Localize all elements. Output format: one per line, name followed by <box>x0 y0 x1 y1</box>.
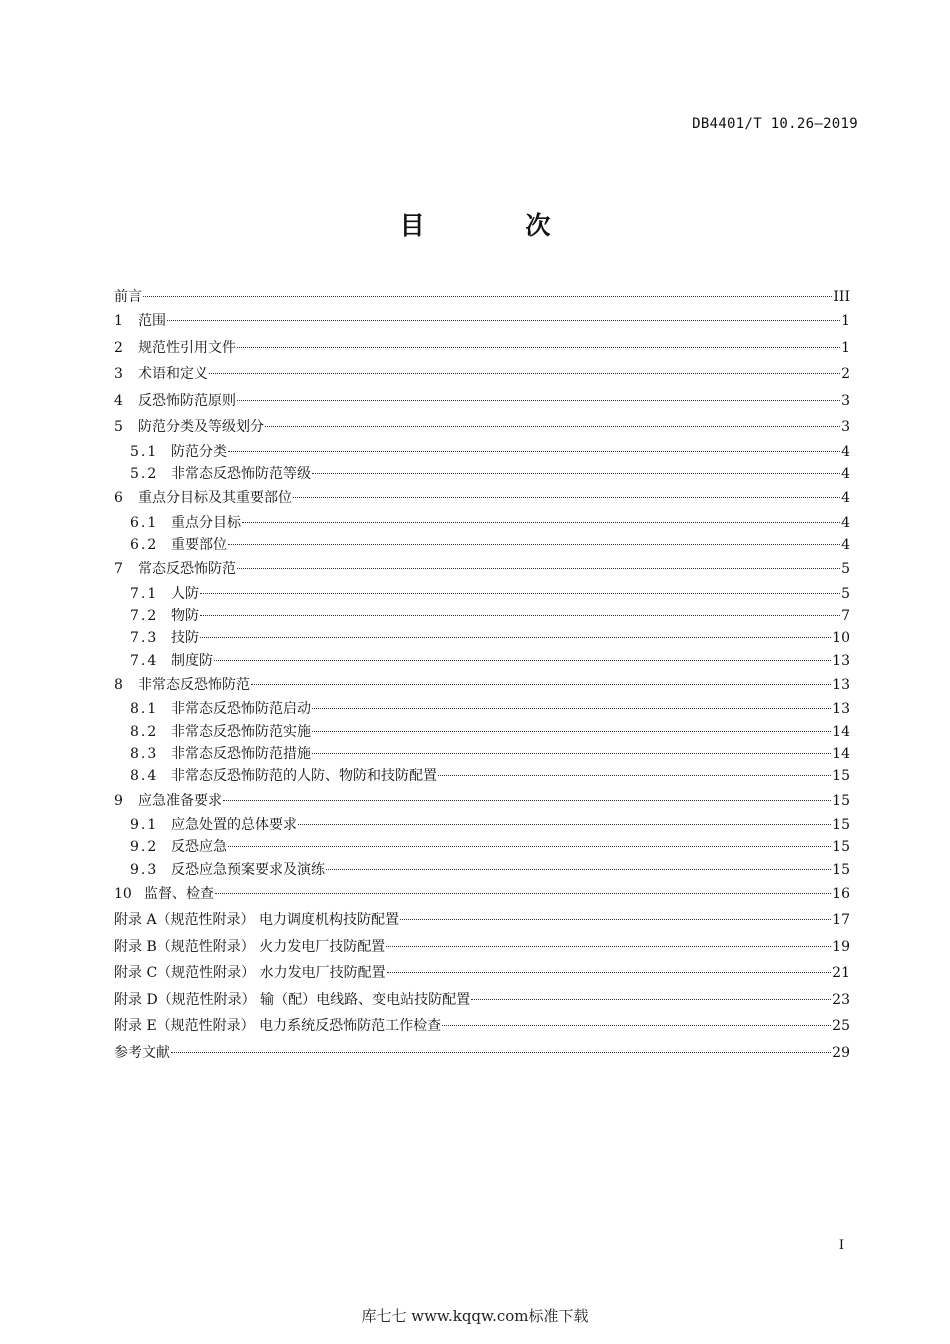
toc-entry-page: 13 <box>832 652 850 669</box>
toc-entry[interactable] <box>114 987 850 1014</box>
toc-dot-leader <box>326 869 831 870</box>
toc-entry-page: 29 <box>832 1044 850 1061</box>
toc-entry-page: 1 <box>841 339 850 356</box>
toc-dot-leader <box>223 800 831 801</box>
toc-dot-leader <box>214 660 831 661</box>
toc-entry-label: 非常态反恐怖防范启动 <box>171 701 311 718</box>
toc-entry[interactable] <box>114 1040 850 1067</box>
toc-entry-page: 16 <box>832 885 850 902</box>
toc-entry-number: 9.3 <box>130 861 159 878</box>
toc-entry-page: 21 <box>832 965 850 982</box>
toc-entry-number: 4 <box>114 392 123 409</box>
toc-entry-number: 8.4 <box>130 768 159 785</box>
toc-entry-page: 4 <box>841 490 850 507</box>
toc-dot-leader <box>200 593 840 594</box>
toc-entry-page: 4 <box>841 514 850 531</box>
toc-entry-number: 5.1 <box>130 443 159 460</box>
toc-entry-page: 13 <box>832 676 850 693</box>
toc-entry[interactable] <box>114 286 850 308</box>
toc-entry-label: 常态反恐怖防范 <box>138 561 236 578</box>
toc-entry-label: 重点分目标 <box>171 514 241 531</box>
toc-entry-label: 非常态反恐怖防范的人防、物防和技防配置 <box>171 768 437 785</box>
toc-entry-number: 7.4 <box>130 652 159 669</box>
toc-entry-label: 范围 <box>138 313 166 329</box>
toc-entry[interactable] <box>114 463 850 485</box>
toc-entry-page: 13 <box>832 701 850 718</box>
toc-entry-number: 3 <box>114 366 123 382</box>
toc-entry-label: 附录 B（规范性附录） 火力发电厂技防配置 <box>114 938 386 955</box>
toc-entry-label: 参考文献 <box>114 1044 170 1061</box>
toc-dot-leader <box>200 637 831 638</box>
toc-entry-label: 反恐应急 <box>171 839 227 856</box>
toc-entry[interactable] <box>114 960 850 987</box>
toc-dot-leader <box>312 731 831 732</box>
toc-entry-page: 23 <box>832 991 850 1008</box>
toc-dot-leader <box>442 1025 831 1026</box>
toc-entry-label: 非常态反恐怖防范实施 <box>171 723 311 740</box>
toc-entry-page: 1 <box>841 313 850 329</box>
toc-dot-leader <box>171 1052 831 1053</box>
toc-entry-page: 19 <box>832 938 850 955</box>
toc-entry-number: 9 <box>114 792 123 809</box>
toc-entry-number: 9.1 <box>130 817 159 834</box>
toc-entry[interactable] <box>114 534 850 556</box>
toc-dot-leader <box>215 893 831 894</box>
toc-entry-number: 6.1 <box>130 514 159 531</box>
toc-dot-leader <box>293 497 840 498</box>
toc-entry-page: 14 <box>832 723 850 740</box>
toc-entry-label: 术语和定义 <box>138 366 208 382</box>
toc-entry-page: 5 <box>841 561 850 578</box>
toc-dot-leader <box>237 400 840 401</box>
toc-entry[interactable] <box>114 743 850 765</box>
toc-entry-number: 7.1 <box>130 585 159 602</box>
toc-entry[interactable] <box>114 335 850 362</box>
toc-entry-number: 8.3 <box>130 745 159 762</box>
toc-dot-leader <box>386 946 831 947</box>
toc-entry[interactable] <box>114 512 850 534</box>
toc-entry-page: 4 <box>841 443 850 460</box>
toc-dot-leader <box>251 684 831 685</box>
toc-entry-label: 技防 <box>171 630 199 647</box>
toc-dot-leader <box>167 320 840 321</box>
toc-entry-number: 7 <box>114 561 123 578</box>
toc-entry[interactable] <box>114 583 850 605</box>
toc-entry-page: 4 <box>841 536 850 553</box>
toc-dot-leader <box>200 615 840 616</box>
toc-entry[interactable] <box>114 672 850 699</box>
toc-entry-number: 1 <box>114 313 123 329</box>
toc-entry[interactable] <box>114 556 850 583</box>
table-of-contents <box>114 286 850 1066</box>
toc-entry-page: 15 <box>832 817 850 834</box>
toc-entry-label: 物防 <box>171 607 199 624</box>
toc-entry-page: 2 <box>841 366 850 382</box>
toc-entry[interactable] <box>114 765 850 787</box>
toc-dot-leader <box>143 296 832 297</box>
toc-entry-number: 8 <box>114 676 123 693</box>
toc-entry[interactable] <box>114 605 850 627</box>
toc-entry-label: 附录 A（规范性附录） 电力调度机构技防配置 <box>114 912 400 929</box>
toc-entry-label: 防范分类及等级划分 <box>138 419 264 435</box>
toc-entry-page: 25 <box>832 1018 850 1035</box>
toc-entry-label: 附录 E（规范性附录） 电力系统反恐怖防范工作检查 <box>114 1018 442 1035</box>
toc-entry[interactable] <box>114 836 850 858</box>
toc-entry-label: 反恐怖防范原则 <box>138 392 236 409</box>
toc-entry-label: 前言 <box>114 289 142 305</box>
toc-entry-page: 14 <box>832 745 850 762</box>
toc-entry[interactable] <box>114 414 850 441</box>
toc-entry-page: 4 <box>841 465 850 482</box>
toc-entry[interactable] <box>114 814 850 836</box>
toc-entry-page: III <box>833 289 850 305</box>
toc-dot-leader <box>438 775 831 776</box>
toc-entry-label: 重要部位 <box>171 536 227 553</box>
toc-entry[interactable] <box>114 361 850 388</box>
toc-dot-leader <box>228 544 840 545</box>
toc-entry[interactable] <box>114 698 850 720</box>
toc-dot-leader <box>228 451 840 452</box>
toc-dot-leader <box>242 522 840 523</box>
page-number: I <box>838 1238 844 1253</box>
toc-entry-label: 人防 <box>171 585 199 602</box>
toc-entry[interactable] <box>114 907 850 934</box>
page-title: 目 次 <box>399 211 597 240</box>
toc-entry-label: 监督、检查 <box>144 885 214 902</box>
toc-entry-label: 非常态反恐怖防范措施 <box>171 745 311 762</box>
toc-entry-label: 附录 C（规范性附录） 水力发电厂技防配置 <box>114 965 386 982</box>
toc-entry-number: 6.2 <box>130 536 159 553</box>
document-code: DB4401/T 10.26—2019 <box>692 116 858 132</box>
toc-entry-number: 10 <box>114 885 132 902</box>
toc-entry-number: 8.1 <box>130 701 159 718</box>
toc-entry-page: 5 <box>841 585 850 602</box>
toc-entry-page: 15 <box>832 839 850 856</box>
toc-dot-leader <box>312 708 831 709</box>
toc-dot-leader <box>298 824 831 825</box>
toc-entry[interactable] <box>114 859 850 881</box>
toc-entry-label: 应急准备要求 <box>138 792 222 809</box>
toc-entry[interactable] <box>114 388 850 415</box>
toc-entry-number: 5 <box>114 419 123 435</box>
toc-entry-page: 15 <box>832 792 850 809</box>
toc-entry-number: 2 <box>114 339 123 356</box>
toc-entry[interactable] <box>114 881 850 908</box>
toc-entry[interactable] <box>114 627 850 649</box>
toc-entry-label: 反恐应急预案要求及演练 <box>171 861 325 878</box>
toc-entry-number: 7.2 <box>130 607 159 624</box>
toc-entry-number: 6 <box>114 490 123 507</box>
toc-dot-leader <box>237 347 840 348</box>
toc-entry-page: 17 <box>832 912 850 929</box>
toc-entry-label: 非常态反恐怖防范 <box>138 676 250 693</box>
toc-entry-page: 3 <box>841 392 850 409</box>
toc-entry-label: 制度防 <box>171 652 213 669</box>
toc-entry-label: 规范性引用文件 <box>138 339 236 356</box>
toc-dot-leader <box>237 568 840 569</box>
toc-entry[interactable] <box>114 934 850 961</box>
toc-dot-leader <box>387 972 832 973</box>
toc-entry[interactable] <box>114 1013 850 1040</box>
toc-entry-page: 3 <box>841 419 850 435</box>
toc-entry-label: 应急处置的总体要求 <box>171 817 297 834</box>
toc-entry[interactable] <box>114 650 850 672</box>
toc-entry-label: 非常态反恐怖防范等级 <box>171 465 311 482</box>
watermark-text: 库七七 www.kqqw.com标准下载 <box>361 1307 589 1325</box>
toc-entry-label: 重点分目标及其重要部位 <box>138 490 292 507</box>
toc-dot-leader <box>471 999 831 1000</box>
toc-dot-leader <box>265 426 840 427</box>
toc-entry-page: 7 <box>841 607 850 624</box>
toc-entry-number: 5.2 <box>130 465 159 482</box>
toc-entry-label: 防范分类 <box>171 443 227 460</box>
toc-entry-page: 10 <box>832 630 850 647</box>
toc-entry-number: 7.3 <box>130 630 159 647</box>
toc-entry-page: 15 <box>832 768 850 785</box>
toc-entry-number: 8.2 <box>130 723 159 740</box>
toc-entry-page: 15 <box>832 861 850 878</box>
toc-dot-leader <box>228 846 831 847</box>
toc-entry[interactable] <box>114 721 850 743</box>
toc-entry[interactable] <box>114 441 850 463</box>
toc-entry[interactable] <box>114 485 850 512</box>
toc-dot-leader <box>209 373 840 374</box>
toc-dot-leader <box>400 919 831 920</box>
toc-entry-label: 附录 D（规范性附录） 输（配）电线路、变电站技防配置 <box>114 991 471 1008</box>
toc-dot-leader <box>312 753 831 754</box>
toc-entry-number: 9.2 <box>130 839 159 856</box>
toc-dot-leader <box>312 473 840 474</box>
toc-entry[interactable] <box>114 788 850 815</box>
toc-entry[interactable] <box>114 308 850 335</box>
